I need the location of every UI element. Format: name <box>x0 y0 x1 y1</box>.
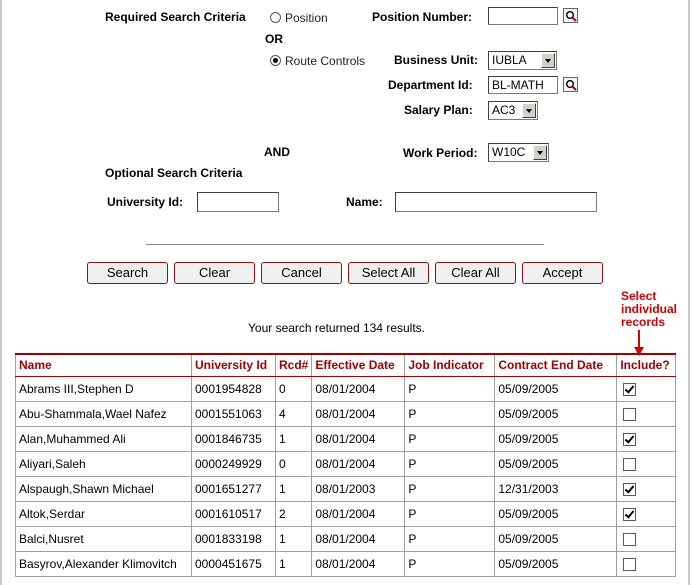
cell-university-id: 0001954828 <box>192 376 276 401</box>
cell-contract-end-date: 05/09/2005 <box>495 526 617 551</box>
cell-university-id: 0001551063 <box>192 401 276 426</box>
clear-all-button[interactable]: Clear All <box>435 262 516 284</box>
cell-job-indicator: P <box>405 501 495 526</box>
annotation-line-1: Select <box>621 289 657 303</box>
cell-include <box>617 526 676 551</box>
cell-name: Balci,Nusret <box>16 526 192 551</box>
salary-plan-label: Salary Plan: <box>404 103 473 117</box>
position-radio[interactable] <box>270 12 281 23</box>
cell-include <box>617 551 676 576</box>
include-checkbox[interactable] <box>623 408 636 421</box>
business-unit-value: IUBLA <box>492 53 527 67</box>
cell-rcd: 4 <box>276 401 312 426</box>
cell-contract-end-date: 05/09/2005 <box>495 401 617 426</box>
include-checkbox[interactable] <box>623 558 636 571</box>
clear-button[interactable]: Clear <box>174 262 255 284</box>
name-input[interactable] <box>395 192 597 212</box>
column-header-job-indicator[interactable]: Job Indicator <box>405 354 495 376</box>
cell-name: Aliyari,Saleh <box>16 451 192 476</box>
table-row <box>16 551 676 576</box>
cell-effective-date: 08/01/2004 <box>312 501 405 526</box>
chevron-down-icon <box>541 53 555 68</box>
results-count: Your search returned 134 results. <box>248 321 425 335</box>
name-label: Name: <box>346 195 383 209</box>
department-lookup-button[interactable] <box>563 77 578 92</box>
cell-job-indicator: P <box>405 526 495 551</box>
results-table <box>15 353 676 577</box>
cell-include <box>617 426 676 451</box>
department-id-input[interactable]: BL-MATH <box>488 76 558 94</box>
position-number-label: Position Number: <box>372 10 473 24</box>
include-checkbox[interactable] <box>623 458 636 471</box>
or-label: OR <box>265 32 283 46</box>
cell-rcd: 1 <box>276 426 312 451</box>
annotation-line-3: records <box>621 315 666 329</box>
cell-rcd: 1 <box>276 551 312 576</box>
cell-rcd: 2 <box>276 501 312 526</box>
cell-university-id: 0001651277 <box>192 476 276 501</box>
select-all-button[interactable]: Select All <box>348 262 429 284</box>
cell-name: Abrams III,Stephen D <box>16 376 192 401</box>
cell-job-indicator: P <box>405 476 495 501</box>
cell-effective-date: 08/01/2004 <box>312 376 405 401</box>
accept-button[interactable]: Accept <box>522 262 603 284</box>
cell-rcd: 0 <box>276 451 312 476</box>
cell-name: Alspaugh,Shawn Michael <box>16 476 192 501</box>
include-checkbox[interactable] <box>623 508 636 521</box>
cell-effective-date: 08/01/2004 <box>312 401 405 426</box>
column-header-include[interactable]: Include? <box>617 354 676 376</box>
department-id-label: Department Id: <box>388 78 473 92</box>
table-row <box>16 526 676 551</box>
column-header-contract-end-date[interactable]: Contract End Date <box>495 354 617 376</box>
cell-contract-end-date: 05/09/2005 <box>495 426 617 451</box>
page-frame-left <box>0 0 2 585</box>
optional-criteria-label: Optional Search Criteria <box>105 166 243 180</box>
work-period-label: Work Period: <box>403 146 478 160</box>
cell-job-indicator: P <box>405 551 495 576</box>
cell-contract-end-date: 05/09/2005 <box>495 551 617 576</box>
table-row <box>16 451 676 476</box>
position-lookup-button[interactable] <box>563 8 578 23</box>
cell-university-id: 0001846735 <box>192 426 276 451</box>
magnifier-icon <box>565 10 577 22</box>
cell-effective-date: 08/01/2004 <box>312 451 405 476</box>
magnifier-icon <box>565 79 577 91</box>
cell-rcd: 1 <box>276 476 312 501</box>
cell-effective-date: 08/01/2004 <box>312 426 405 451</box>
page-frame-right <box>688 0 690 585</box>
cell-name: Basyrov,Alexander Klimovitch <box>16 551 192 576</box>
table-row <box>16 401 676 426</box>
column-header-university-id[interactable]: University Id <box>192 354 276 376</box>
route-controls-radio[interactable] <box>270 55 281 66</box>
table-row <box>16 501 676 526</box>
university-id-label: University Id: <box>107 195 184 209</box>
cell-contract-end-date: 12/31/2003 <box>495 476 617 501</box>
and-label: AND <box>264 145 290 159</box>
table-body <box>16 376 676 576</box>
select-records-annotation <box>621 290 677 329</box>
work-period-select[interactable] <box>488 143 549 162</box>
work-period-value: W10C <box>492 145 526 159</box>
cell-name: Alan,Muhammed Ali <box>16 426 192 451</box>
cell-rcd: 0 <box>276 376 312 401</box>
cell-job-indicator: P <box>405 376 495 401</box>
include-checkbox[interactable] <box>623 533 636 546</box>
university-id-input[interactable] <box>197 192 279 212</box>
annotation-line-2: individual <box>621 302 678 316</box>
column-header-effective-date[interactable]: Effective Date <box>312 354 405 376</box>
column-header-rcd[interactable]: Rcd# <box>276 354 312 376</box>
chevron-down-icon <box>522 103 536 118</box>
include-checkbox[interactable] <box>623 383 636 396</box>
chevron-down-icon <box>533 145 547 160</box>
cell-contract-end-date: 05/09/2005 <box>495 501 617 526</box>
cell-include <box>617 376 676 401</box>
table-row <box>16 426 676 451</box>
cell-rcd: 1 <box>276 526 312 551</box>
position-number-input[interactable] <box>488 7 558 25</box>
cell-job-indicator: P <box>405 401 495 426</box>
cell-contract-end-date: 05/09/2005 <box>495 451 617 476</box>
table-row <box>16 376 676 401</box>
cell-job-indicator: P <box>405 451 495 476</box>
route-controls-radio-label: Route Controls <box>285 54 366 68</box>
required-criteria-label: Required Search Criteria <box>105 10 246 24</box>
cell-contract-end-date: 05/09/2005 <box>495 376 617 401</box>
cell-effective-date: 08/01/2004 <box>312 551 405 576</box>
search-button[interactable]: Search <box>87 262 168 284</box>
salary-plan-select[interactable] <box>488 101 538 120</box>
salary-plan-value: AC3 <box>492 103 516 117</box>
cell-university-id: 0000451675 <box>192 551 276 576</box>
table-header-row <box>16 354 676 376</box>
cell-name: Abu-Shammala,Wael Nafez <box>16 401 192 426</box>
cell-include <box>617 476 676 501</box>
cell-include <box>617 451 676 476</box>
table-row <box>16 476 676 501</box>
column-header-name[interactable]: Name <box>16 354 192 376</box>
cell-include <box>617 501 676 526</box>
business-unit-select[interactable] <box>488 51 557 70</box>
cell-effective-date: 08/01/2004 <box>312 526 405 551</box>
cancel-button[interactable]: Cancel <box>261 262 342 284</box>
cell-include <box>617 401 676 426</box>
position-radio-label: Position <box>285 11 328 25</box>
cell-university-id: 0001833198 <box>192 526 276 551</box>
cell-university-id: 0001610517 <box>192 501 276 526</box>
include-checkbox[interactable] <box>623 483 636 496</box>
cell-effective-date: 08/01/2003 <box>312 476 405 501</box>
cell-job-indicator: P <box>405 426 495 451</box>
cell-university-id: 0000249929 <box>192 451 276 476</box>
include-checkbox[interactable] <box>623 433 636 446</box>
divider <box>146 244 544 245</box>
business-unit-label: Business Unit: <box>394 53 479 67</box>
cell-name: Altok,Serdar <box>16 501 192 526</box>
